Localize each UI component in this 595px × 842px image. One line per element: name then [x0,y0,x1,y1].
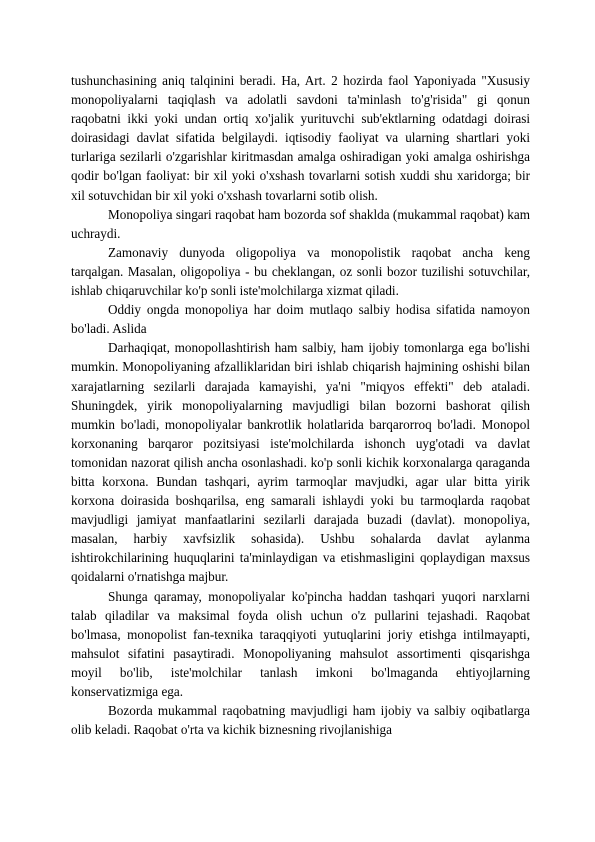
paragraph-1: tushunchasining aniq talqinini beradi. Ha, Art. 2 hozirda faol Yaponiyada "Xususiy monopoliyalarni taqiqlash va adolatli savdoni ta'minlash to'g'risida" gi qonun raqobatni ikki yoki undan ortiq xo'jalik yurituvchi sub'ektlarning odatdagi doirasi doirasidagi davlat sifatida belgilaydi. iqtisodiy faoliyat va ularning shartlari yoki turlariga sezilarli o'zgarishlar kiritmasdan amalga oshiradigan yoki amalga oshirishga qodir bo'lgan faoliyat: bir xil yoki o'xshash tovarlarni sotish xuddi shu xaridorga; bir xil sotuvchidan bir xil yoki o'xshash tovarlarni sotib olish. [71,73,530,203]
paragraph-6: Shunga qaramay, monopoliyalar ko'pincha haddan tashqari yuqori narxlarni talab qiladilar va maksimal foyda olish uchun o'z pullarini tejashadi. Raqobat bo'lmasa, monopolist fan-texnika taraqqiyoti yutuqlarini joriy etishga intilmayapti, mahsulot sifatini pasaytiradi. Monopoliyaning mahsulot assortimenti qisqarishga moyil bo'lib, iste'molchilar tanlash imkoni bo'lmaganda ehtiyojlarning konservatizmiga ega. [71,588,530,699]
paragraph-2: Monopoliya singari raqobat ham bozorda sof shaklda (mukammal raqobat) kam uchraydi. [71,206,530,241]
paragraph-5: Darhaqiqat, monopollashtirish ham salbiy, ham ijobiy tomonlarga ega bo'lishi mumkin. Monopoliyaning afzalliklaridan biri ishlab chiqarish hajmining oshishi bilan xarajatlarning sezilarli darajada kamayishi, ya'ni "miqyos effekti" deb ataladi. Shuningdek, yirik monopoliyalarning mavjudligi bilan bozorni bashorat qilish mumkin bo'ladi, monopoliyalar bankrotlik holatlarida barqarorroq bo'ladi. Monopol korxonaning barqaror pozitsiyasi iste'molchilarda ishonch uyg'otadi va davlat tomonidan nazorat qilish ancha osonlashadi. ko'p sonli kichik korxonalarga qaraganda bitta korxona. Bundan tashqari, ayrim tarmoqlar mavjudki, agar ular bitta yirik korxona doirasida boshqarilsa, eng samarali ishlaydi yoki bu tarmoqlarda raqobat mavjudligi jamiyat manfaatlarini sezilarli darajada buzadi (davlat). monopoliya, masalan, harbiy xavfsizlik sohasida). Ushbu sohalarda davlat aylanma ishtirokchilarining huquqlarini ta'minlaydigan va etishmasligini qoplaydigan maxsus qoidalarni o'rnatishga majbur. [71,340,530,585]
paragraph-3: Zamonaviy dunyoda oligopoliya va monopolistik raqobat ancha keng tarqalgan. Masalan, oligopoliya - bu cheklangan, oz sonli bozor tuzilishi sotuvchilar, ishlab chiqaruvchilar ko'p sonli iste'molchilarga xizmat qiladi. [71,244,530,299]
paragraph-7: Bozorda mukammal raqobatning mavjudligi ham ijobiy va salbiy oqibatlarga olib keladi. Raqobat o'rta va kichik biznesning rivojlanishiga [71,703,530,738]
document-page [71,71,530,739]
paragraph-4: Oddiy ongda monopoliya har doim mutlaqo salbiy hodisa sifatida namoyon bo'ladi. Aslida [71,302,530,337]
